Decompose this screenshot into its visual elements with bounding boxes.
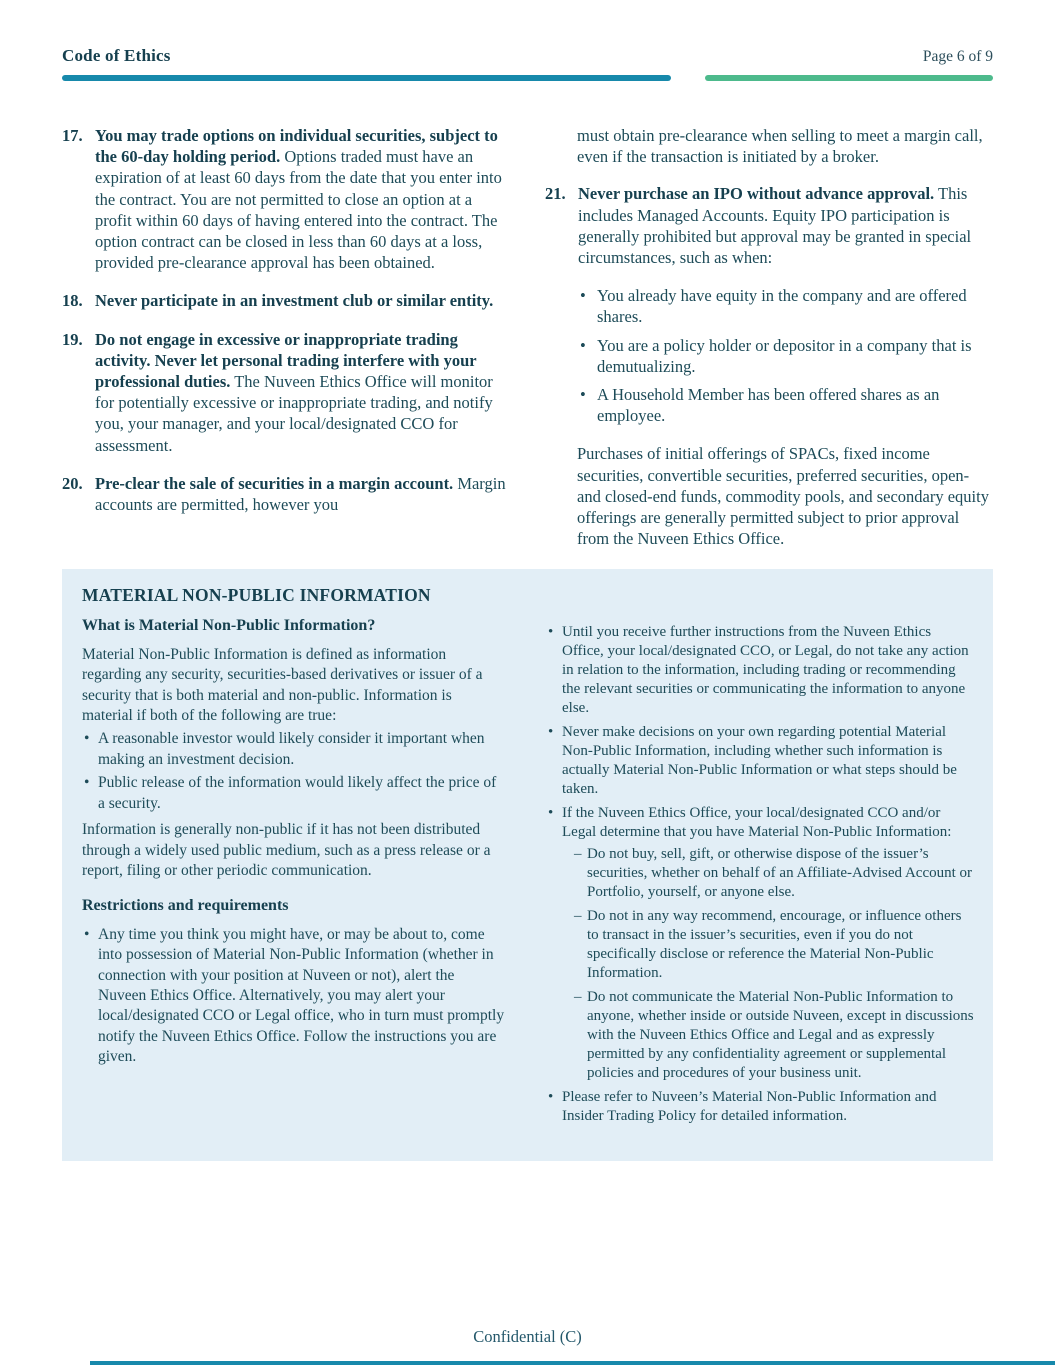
- item-body: [95, 125, 510, 273]
- bullet-item: • You already have equity in the company and are offered shares.: [577, 285, 993, 327]
- item-body: [95, 473, 510, 515]
- list-item-21: [545, 183, 993, 268]
- item-body: [578, 183, 993, 268]
- mnpi-restrictions-bullet-list: [82, 925, 505, 1068]
- item-number: 20.: [62, 473, 83, 493]
- confidentiality-label: Confidential (C): [473, 1327, 582, 1346]
- item-21-closing-paragraph: Purchases of initial offerings of SPACs, fixed income securities, convertible securities, preferred securities, open- and closed-end funds, commodity pools, and secondary equity offerings are generally permitted subject to prior approval from the Nuveen Ethics Office.: [577, 444, 989, 549]
- sub-bullet-item: – Do not buy, sell, gift, or otherwise dispose of the issuer’s securities, whether on behalf of an Affiliate-Advised Account or Portfolio, yourself, or anyone else.: [562, 845, 975, 902]
- bullet-text: Please refer to Nuveen’s Material Non-Public Information and Insider Trading Policy for detailed information.: [562, 1089, 937, 1125]
- header-row: [62, 46, 993, 66]
- item-regular-text: The Nuveen Ethics Office will monitor for potentially excessive or inappropriate trading, and notify you, your manager, and your local/designated CCO for assessment.: [95, 372, 493, 455]
- bullet-item: • You are a policy holder or depositor in a company that is demutualizing.: [577, 335, 993, 377]
- main-content: [62, 125, 993, 549]
- bullet-item: • A Household Member has been offered shares as an employee.: [577, 384, 993, 426]
- header-rule-teal-segment: [62, 75, 671, 81]
- mnpi-nonpublic-paragraph: Information is generally non-public if it has not been distributed through a widely used public medium, such as a press release or a report, filing or other periodic communication.: [82, 821, 491, 879]
- mnpi-subheading-restrictions: Restrictions and requirements: [82, 897, 289, 915]
- item-21-bullet-list: [577, 285, 993, 426]
- bullet-text: If the Nuveen Ethics Office, your local/designated CCO and/or Legal determine that you have Material Non-Public Information:: [562, 805, 952, 841]
- item-regular-text: This includes Managed Accounts. Equity IPO participation is generally prohibited but approval may be granted in special circumstances, such as when:: [578, 184, 972, 268]
- bullet-item: • A reasonable investor would likely consider it important when making an investment decision.: [82, 729, 505, 770]
- mnpi-box-columns: [82, 616, 973, 1131]
- list-item-18: [62, 290, 510, 311]
- sub-bullet-item: – Do not communicate the Material Non-Public Information to anyone, whether inside or outside Nuveen, except in discussions with the Nuveen Ethics Office and Legal and as expressly permitted by any confidentiality agreement or supplemental policies and procedures of your business unit.: [562, 988, 975, 1083]
- bullet-text: Until you receive further instructions from the Nuveen Ethics Office, your local/designated CCO, or Legal, do not take any action in relation to the information, including trading or recommending the relevant securities or communicating the information to anyone else.: [562, 624, 969, 717]
- header-rule-green-segment: [705, 75, 993, 81]
- mnpi-sub-bullet-list: [562, 845, 975, 1083]
- bottom-accent-bar: [90, 1361, 1055, 1365]
- mnpi-info-box: [62, 569, 993, 1161]
- mnpi-subheading-what-is: What is Material Non-Public Information?: [82, 617, 376, 635]
- document-title: Code of Ethics: [62, 46, 171, 65]
- bullet-item: • Any time you think you might have, or may be about to, come into possession of Material Non-Public Information (whether in connection with your position at Nuveen or not), alert the Nuveen Ethics Office. Alternatively, you may alert your local/designated CCO or Legal office, who in turn must promptly notify the Nuveen Ethics Office. Follow the instructions you are given.: [82, 925, 505, 1068]
- mnpi-left-column: [82, 616, 505, 1131]
- list-item-17: [62, 125, 510, 273]
- bullet-text: Never make decisions on your own regarding potential Material Non-Public Information, including whether such information is actually Material Non-Public Information or what steps should be taken.: [562, 724, 957, 798]
- page-header: [62, 46, 993, 81]
- bullet-item: [542, 1088, 975, 1126]
- item-bold-text: Pre-clear the sale of securities in a margin account.: [95, 473, 454, 493]
- item-bold-text: Never participate in an investment club or similar entity.: [95, 291, 494, 311]
- item-body: [95, 329, 510, 456]
- mnpi-definition-paragraph: Material Non-Public Information is defined as information regarding any security, securities-based derivatives or issuer of a security that is both material and non-public. Information is material if both of the following are true:: [82, 645, 483, 725]
- list-item-20: [62, 473, 510, 515]
- left-column: [62, 125, 510, 549]
- list-item-19: [62, 329, 510, 456]
- mnpi-right-column: [542, 616, 975, 1131]
- bullet-item: • Public release of the information would likely affect the price of a security.: [82, 773, 505, 814]
- item-number: 18.: [62, 291, 83, 311]
- item-number: 19.: [62, 329, 83, 349]
- mnpi-criteria-bullet-list: [82, 729, 505, 814]
- item-number: 17.: [62, 126, 83, 145]
- item-20-continuation: must obtain pre-clearance when selling to meet a margin call, even if the transaction is initiated by a broker.: [577, 126, 983, 167]
- sub-bullet-item: – Do not in any way recommend, encourage, or influence others to transact in the issuer’s securities, even if you do not specifically disclose or reference the Material Non-Public Information.: [562, 907, 975, 983]
- mnpi-right-bullet-list: [542, 623, 975, 1126]
- header-rule: [62, 75, 993, 81]
- item-regular-text: Margin accounts are permitted, however you: [95, 473, 506, 515]
- item-bold-text: You may trade options on individual securities, subject to the 60-day holding period.: [95, 126, 498, 167]
- item-number: 21.: [545, 184, 566, 204]
- item-regular-text: Options traded must have an expiration of at least 60 days from the date that you enter into the contract. You are not permitted to close an option at a profit within 60 days of having entered into the contract. The option contract can be closed in less than 60 days at a loss, provided pre-clearance approval has been obtained.: [95, 147, 502, 273]
- mnpi-box-title: MATERIAL NON-PUBLIC INFORMATION: [82, 585, 431, 606]
- bullet-item: [542, 723, 975, 799]
- bullet-item: [542, 804, 975, 1083]
- item-bold-text: Do not engage in excessive or inappropriate trading activity. Never let personal trading interfere with your professional duties.: [95, 329, 477, 392]
- bullet-item: [542, 623, 975, 718]
- item-body: [95, 290, 510, 311]
- page-number: Page 6 of 9: [922, 48, 993, 65]
- right-column: [545, 125, 993, 549]
- item-bold-text: Never purchase an IPO without advance approval.: [578, 184, 935, 204]
- page-footer: [0, 1327, 1055, 1347]
